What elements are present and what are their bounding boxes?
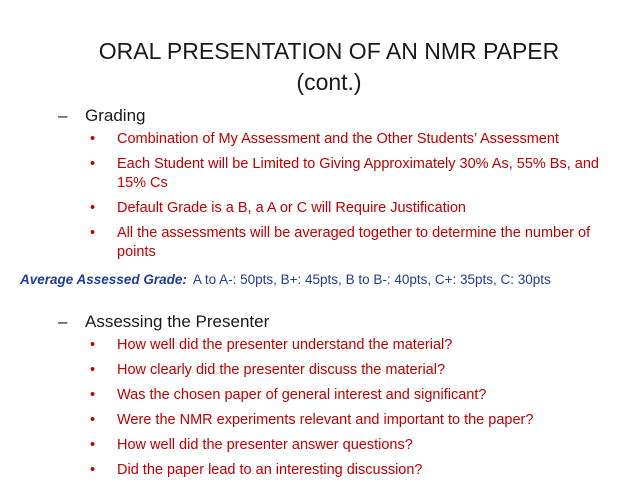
list-item [90, 130, 620, 149]
list-item [90, 199, 620, 218]
title-line-1: ORAL PRESENTATION OF AN NMR PAPER [98, 38, 560, 64]
bullet-text: How clearly did the presenter discuss the material? [117, 362, 446, 378]
dash-marker: – [58, 106, 68, 125]
bullet-text: Default Grade is a B, a A or C will Require Justification [117, 200, 466, 216]
bullet-text: Each Student will be Limited to Giving Approximately 30% As, 55% Bs, and 15% Cs [117, 156, 599, 191]
heading-text: Assessing the Presenter [85, 312, 270, 331]
slide-title [40, 36, 618, 98]
list-item [90, 411, 620, 430]
bullet-icon: • [90, 200, 96, 216]
bullet-icon: • [90, 437, 96, 453]
bullet-text: How well did the presenter understand the material? [117, 337, 453, 353]
bullet-icon: • [90, 156, 96, 172]
bullet-icon: • [90, 225, 96, 241]
average-values: A to A-: 50pts, B+: 45pts, B to B-: 40pts, C+: 35pts, C: 30pts [192, 272, 551, 287]
bullet-text: How well did the presenter answer questions? [117, 437, 413, 453]
bullet-icon: • [90, 337, 96, 353]
grading-bullet-list [90, 130, 620, 268]
list-item [90, 361, 620, 380]
list-item [90, 436, 620, 455]
list-item [90, 155, 620, 193]
bullet-text: Did the paper lead to an interesting discussion? [117, 462, 423, 478]
bullet-text: Were the NMR experiments relevant and important to the paper? [117, 412, 534, 428]
list-item [90, 461, 620, 480]
dash-marker: – [58, 312, 68, 331]
list-item [90, 224, 620, 262]
bullet-icon: • [90, 362, 96, 378]
bullet-text: Combination of My Assessment and the Other Students’ Assessment [117, 131, 559, 147]
heading-text: Grading [85, 106, 146, 125]
bullet-icon: • [90, 131, 96, 147]
bullet-text: All the assessments will be averaged together to determine the number of points [117, 225, 591, 260]
average-assessed-grade [20, 272, 630, 287]
bullet-icon: • [90, 412, 96, 428]
average-label: Average Assessed Grade: [20, 272, 187, 287]
title-line-2: (cont.) [296, 69, 362, 95]
bullet-icon: • [90, 462, 96, 478]
presenter-bullet-list [90, 336, 620, 486]
list-item [90, 386, 620, 405]
bullet-text: Was the chosen paper of general interest and significant? [117, 387, 487, 403]
list-item [90, 336, 620, 355]
bullet-icon: • [90, 387, 96, 403]
